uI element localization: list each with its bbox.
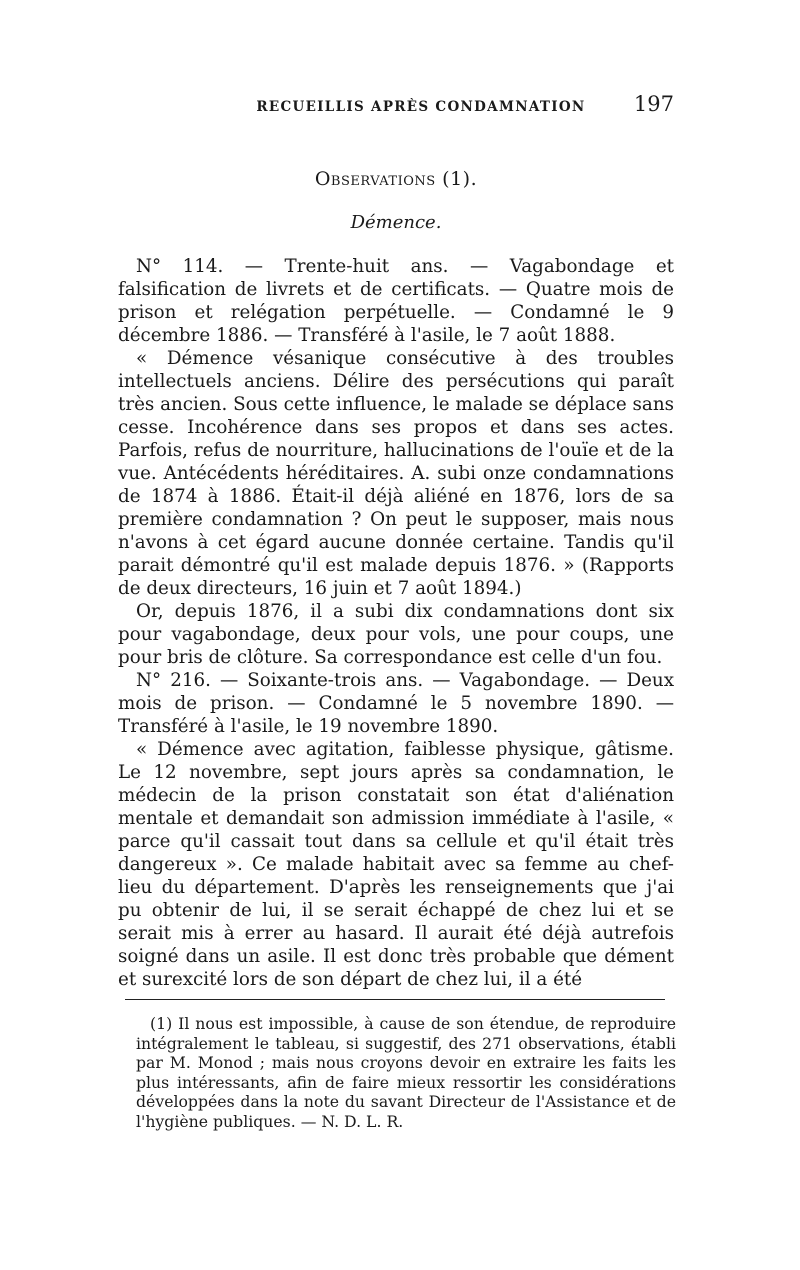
body-text	[118, 255, 674, 991]
paragraph-case-216: N° 216. — Soixante-trois ans. — Vagabondage. — Deux mois de prison. — Condamné le 5 novembre 1890. — Transféré à l'asile, le 19 novembre 1890.	[118, 670, 674, 737]
footnote: (1) Il nous est impossible, à cause de son étendue, de reproduire intégralement le tableau, si suggestif, des 271 observations, établi par M. Monod ; mais nous croyons devoir en extraire les faits les plus intéressants, afin de faire mieux ressortir les considérations développées dans la note du savant Directeur de l'Assistance et de l'hygiène publiques. — N. D. L. R.	[136, 1014, 676, 1131]
book-page	[118, 92, 676, 1131]
paragraph-case-114: N° 114. — Trente-huit ans. — Vagabondage et falsification de livrets et de certificats. — Quatre mois de prison et relégation perpétuelle. — Condamné le 9 décembre 1886. — Transféré à l'asile, le 7 août 1888.	[118, 256, 674, 346]
page-number: 197	[633, 92, 674, 116]
section-subheading: Démence.	[350, 212, 442, 233]
paragraph-case-114-report: « Démence vésanique consécutive à des troubles intellectuels anciens. Délire des persécutions qui paraît très ancien. Sous cette influence, le malade se déplace sans cesse. Incohérence dans ses propos et dans ses actes. Parfois, refus de nourriture, hallucinations de l'ouïe et de la vue. Antécédents héréditaires. A. subi onze condamnations de 1874 à 1886. Était-il déjà aliéné en 1876, lors de sa première condamnation ? On peut le supposer, mais nous n'avons à cet égard aucune donnée certaine. Tandis qu'il parait démontré qu'il est malade depuis 1876. » (Rapports de deux directeurs, 16 juin et 7 août 1894.)	[118, 348, 674, 599]
footnote-divider	[125, 999, 665, 1000]
running-title: RECUEILLIS APRÈS CONDAMNATION	[256, 99, 586, 115]
section-heading: Observations (1).	[314, 168, 478, 190]
running-head	[118, 92, 674, 126]
paragraph-case-216-report: « Démence avec agitation, faiblesse physique, gâtisme. Le 12 novembre, sept jours après sa condamnation, le médecin de la prison constatait son état d'aliénation mentale et demandait son admission immédiate à l'asile, « parce qu'il cassait tout dans sa cellule et qu'il était très dangereux ». Ce malade habitait avec sa femme au chef-lieu du département. D'après les renseignements que j'ai pu obtenir de lui, il se serait échappé de chez lui et se serait mis à errer au hasard. Il aurait été déjà autrefois soigné dans un asile. Il est donc très probable que dément et surexcité lors de son départ de chez lui, il a été	[118, 739, 674, 990]
paragraph-case-114-convictions: Or, depuis 1876, il a subi dix condamnations dont six pour vagabondage, deux pour vols, une pour coups, une pour bris de clôture. Sa correspondance est celle d'un fou.	[118, 601, 674, 668]
